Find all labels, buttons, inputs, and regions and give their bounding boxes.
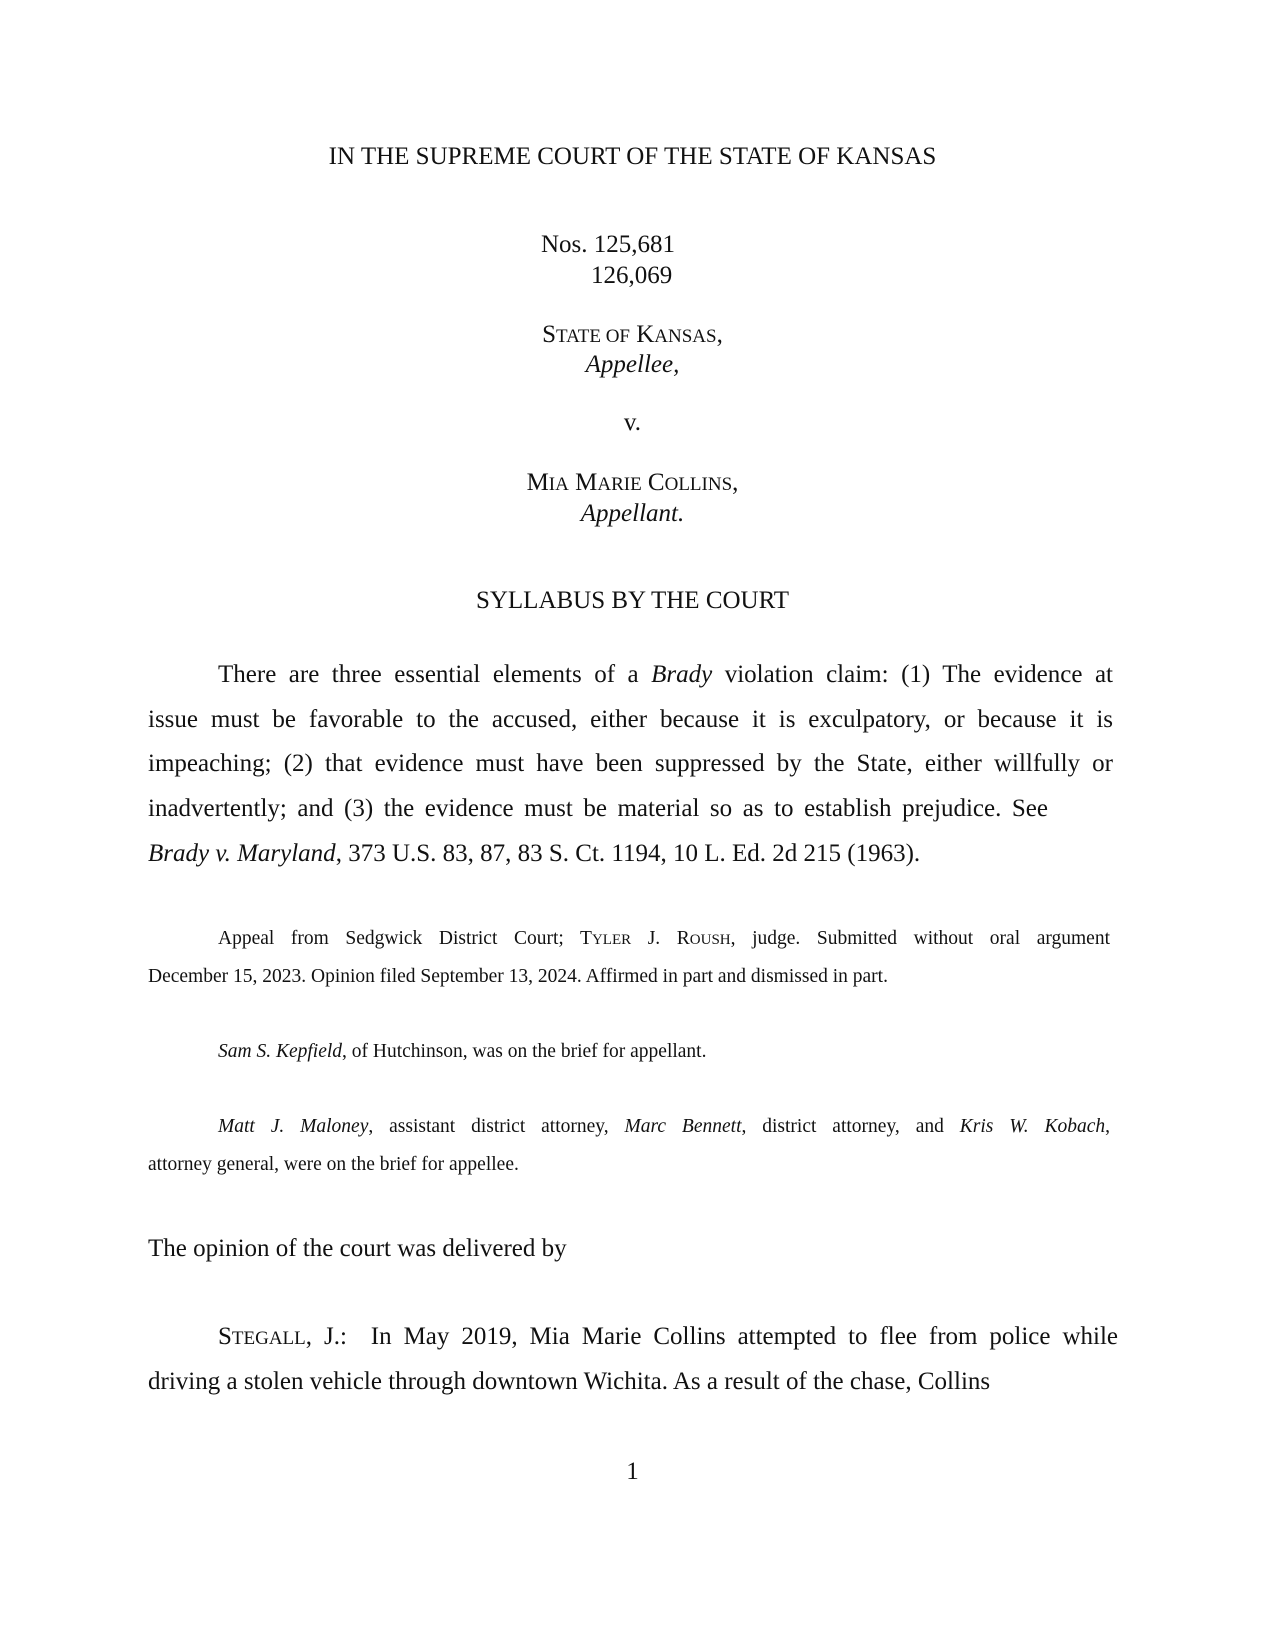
opinion-line-2: driving a stolen vehicle through downtown Wichita. As a result of the chase, Collins <box>148 1368 991 1395</box>
appellee-name: STATE OF KANSAS, <box>542 321 723 348</box>
syllabus-line-5: Brady v. Maryland, 373 U.S. 83, 87, 83 S. Ct. 1194, 10 L. Ed. 2d 215 (1963). <box>148 840 921 867</box>
case-numbers-label: Nos. <box>541 231 588 258</box>
opinion-line-1: STEGALL, J.: In May 2019, Mia Marie Collins attempted to flee from police while <box>218 1323 1118 1350</box>
page-number: 1 <box>626 1458 639 1485</box>
syllabus-heading: SYLLABUS BY THE COURT <box>475 587 790 614</box>
syllabus-line-3: impeaching; (2) that evidence must have been suppressed by the State, either willfully or <box>148 750 1113 777</box>
appellee-counsel-line-1: Matt J. Maloney, assistant district attorney, Marc Bennett, district attorney, and Kris W. Kobach, <box>218 1116 1110 1137</box>
case-number-second: 126,069 <box>591 262 673 289</box>
appellee-role: Appellee, <box>585 351 680 378</box>
syllabus-line-1: There are three essential elements of a Brady violation claim: (1) The evidence at <box>218 661 1113 688</box>
appellant-role: Appellant. <box>580 500 685 527</box>
appellant-counsel: Sam S. Kepfield, of Hutchinson, was on the brief for appellant. <box>218 1041 707 1062</box>
versus: v. <box>623 409 642 436</box>
case-number-line-1 <box>541 231 675 259</box>
appeal-info-line-1: Appeal from Sedgwick District Court; TYLER J. ROUSH, judge. Submitted without oral argument <box>218 928 1110 949</box>
appeal-info-line-2: December 15, 2023. Opinion filed September 13, 2024. Affirmed in part and dismissed in part. <box>148 966 888 987</box>
syllabus-line-4: inadvertently; and (3) the evidence must be material so as to establish prejudice. See <box>148 795 1048 822</box>
appellant-name: MIA MARIE COLLINS, <box>526 469 739 496</box>
syllabus-line-2: issue must be favorable to the accused, either because it is exculpatory, or because it is <box>148 706 1113 733</box>
court-title: IN THE SUPREME COURT OF THE STATE OF KANSAS <box>328 143 937 170</box>
delivered-by: The opinion of the court was delivered by <box>148 1235 567 1262</box>
case-number-first: 125,681 <box>593 231 676 258</box>
appellee-counsel-line-2: attorney general, were on the brief for appellee. <box>148 1154 519 1175</box>
